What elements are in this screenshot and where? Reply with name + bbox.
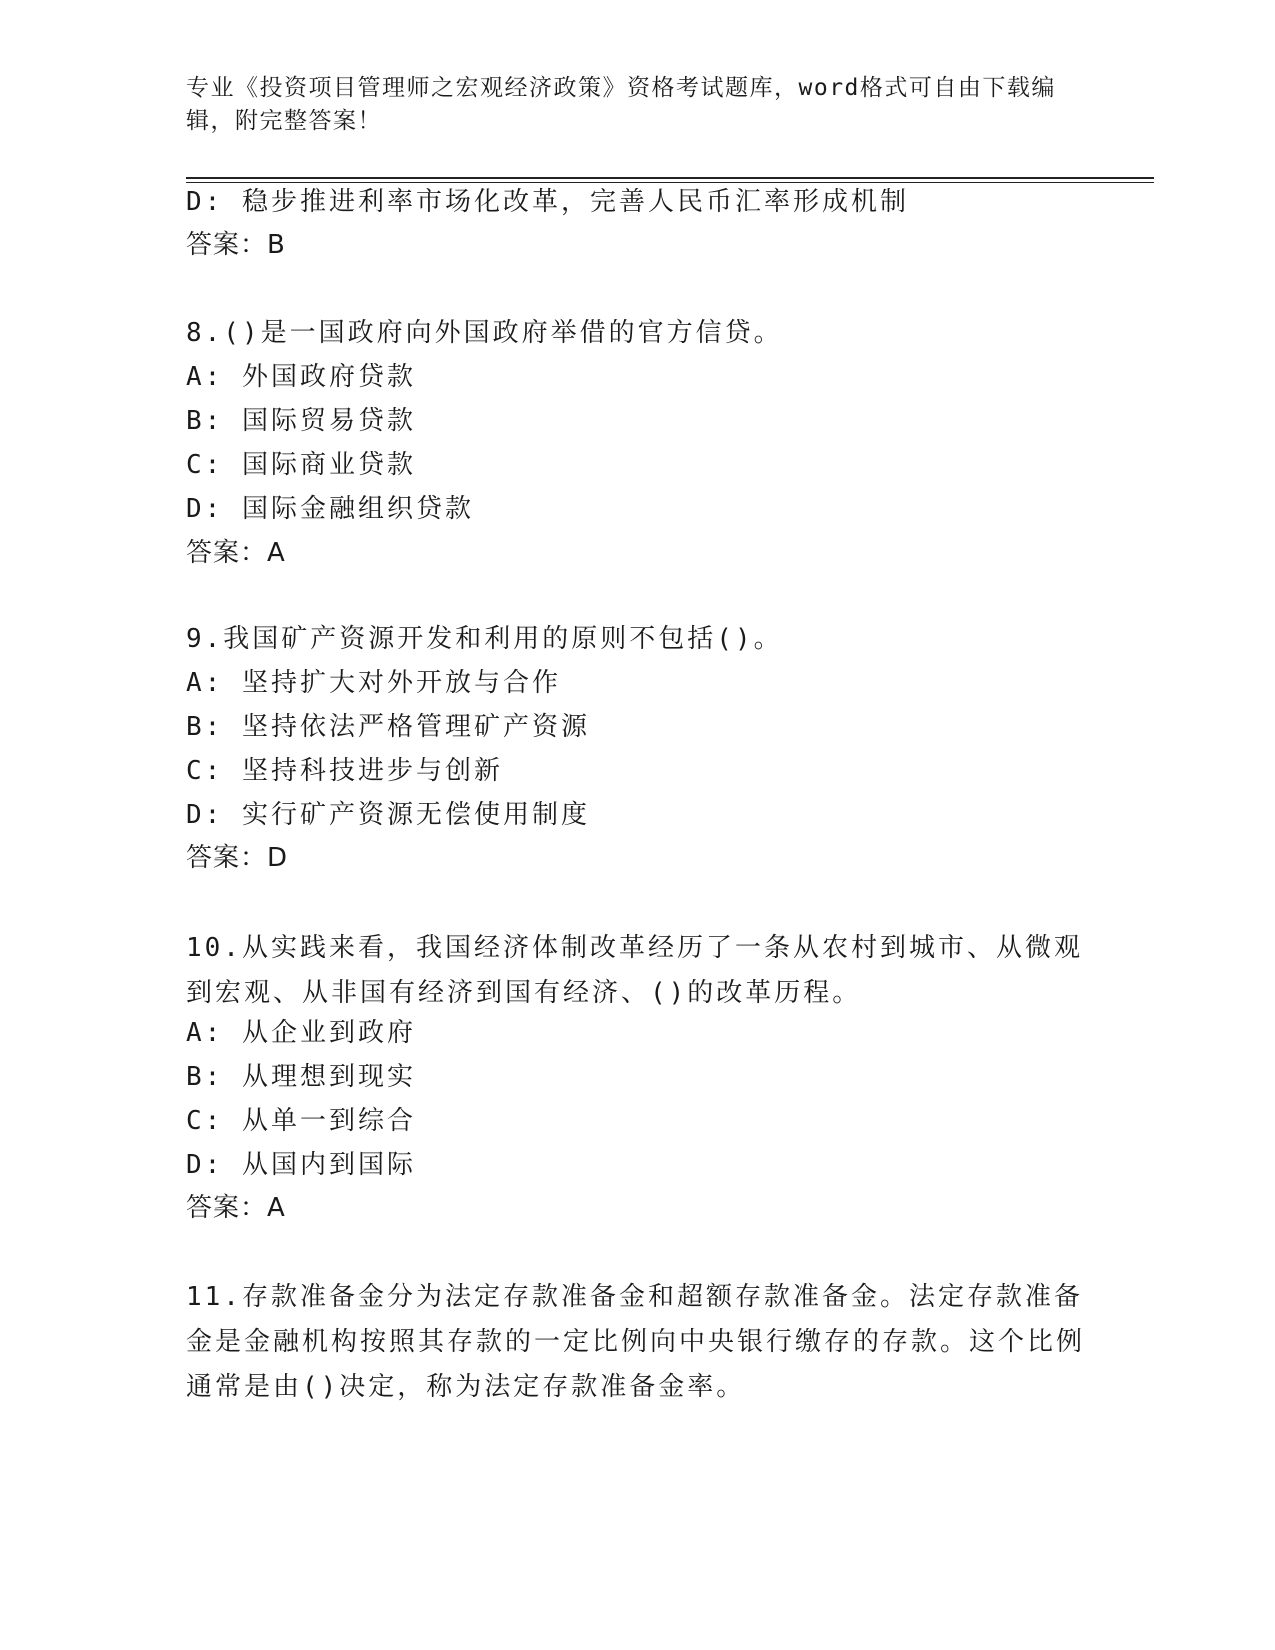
q7-option-d: D: 稳步推进利率市场化改革，完善人民币汇率形成机制 — [186, 187, 909, 217]
q9-option-b: B: 坚持依法严格管理矿产资源 — [186, 712, 590, 742]
q10-answer: 答案：A — [186, 1193, 286, 1223]
q8-option-c: C: 国际商业贷款 — [186, 450, 416, 480]
q8-option-d: D: 国际金融组织贷款 — [186, 494, 474, 524]
page-header: 专业《投资项目管理师之宏观经济政策》资格考试题库，word格式可自由下载编辑，附完整答案！ — [186, 75, 1056, 134]
q9-answer: 答案：D — [186, 843, 289, 873]
q10-option-a: A: 从企业到政府 — [186, 1018, 416, 1048]
q9-question: 9.我国矿产资源开发和利用的原则不包括()。 — [186, 624, 783, 654]
q10-option-d: D: 从国内到国际 — [186, 1150, 416, 1180]
q8-question: 8.()是一国政府向外国政府举借的官方信贷。 — [186, 318, 783, 348]
q10-question: 10.从实践来看，我国经济体制改革经历了一条从农村到城市、从微观到宏观、从非国有经济到国有经济、()的改革历程。 — [186, 933, 1083, 1008]
q8-option-a: A: 外国政府贷款 — [186, 362, 416, 392]
q10-option-b: B: 从理想到现实 — [186, 1062, 416, 1092]
header-divider-thick — [186, 177, 1154, 179]
q7-answer: 答案：B — [186, 230, 286, 260]
q9-option-c: C: 坚持科技进步与创新 — [186, 756, 503, 786]
q10-option-c: C: 从单一到综合 — [186, 1106, 416, 1136]
q11-question: 11.存款准备金分为法定存款准备金和超额存款准备金。法定存款准备金是金融机构按照其存款的一定比例向中央银行缴存的存款。这个比例通常是由()决定，称为法定存款准备金率。 — [186, 1282, 1086, 1402]
header-divider-thin — [186, 182, 1154, 183]
q9-option-a: A: 坚持扩大对外开放与合作 — [186, 668, 561, 698]
q8-option-b: B: 国际贸易贷款 — [186, 406, 416, 436]
q8-answer: 答案：A — [186, 538, 286, 568]
q9-option-d: D: 实行矿产资源无偿使用制度 — [186, 800, 590, 830]
